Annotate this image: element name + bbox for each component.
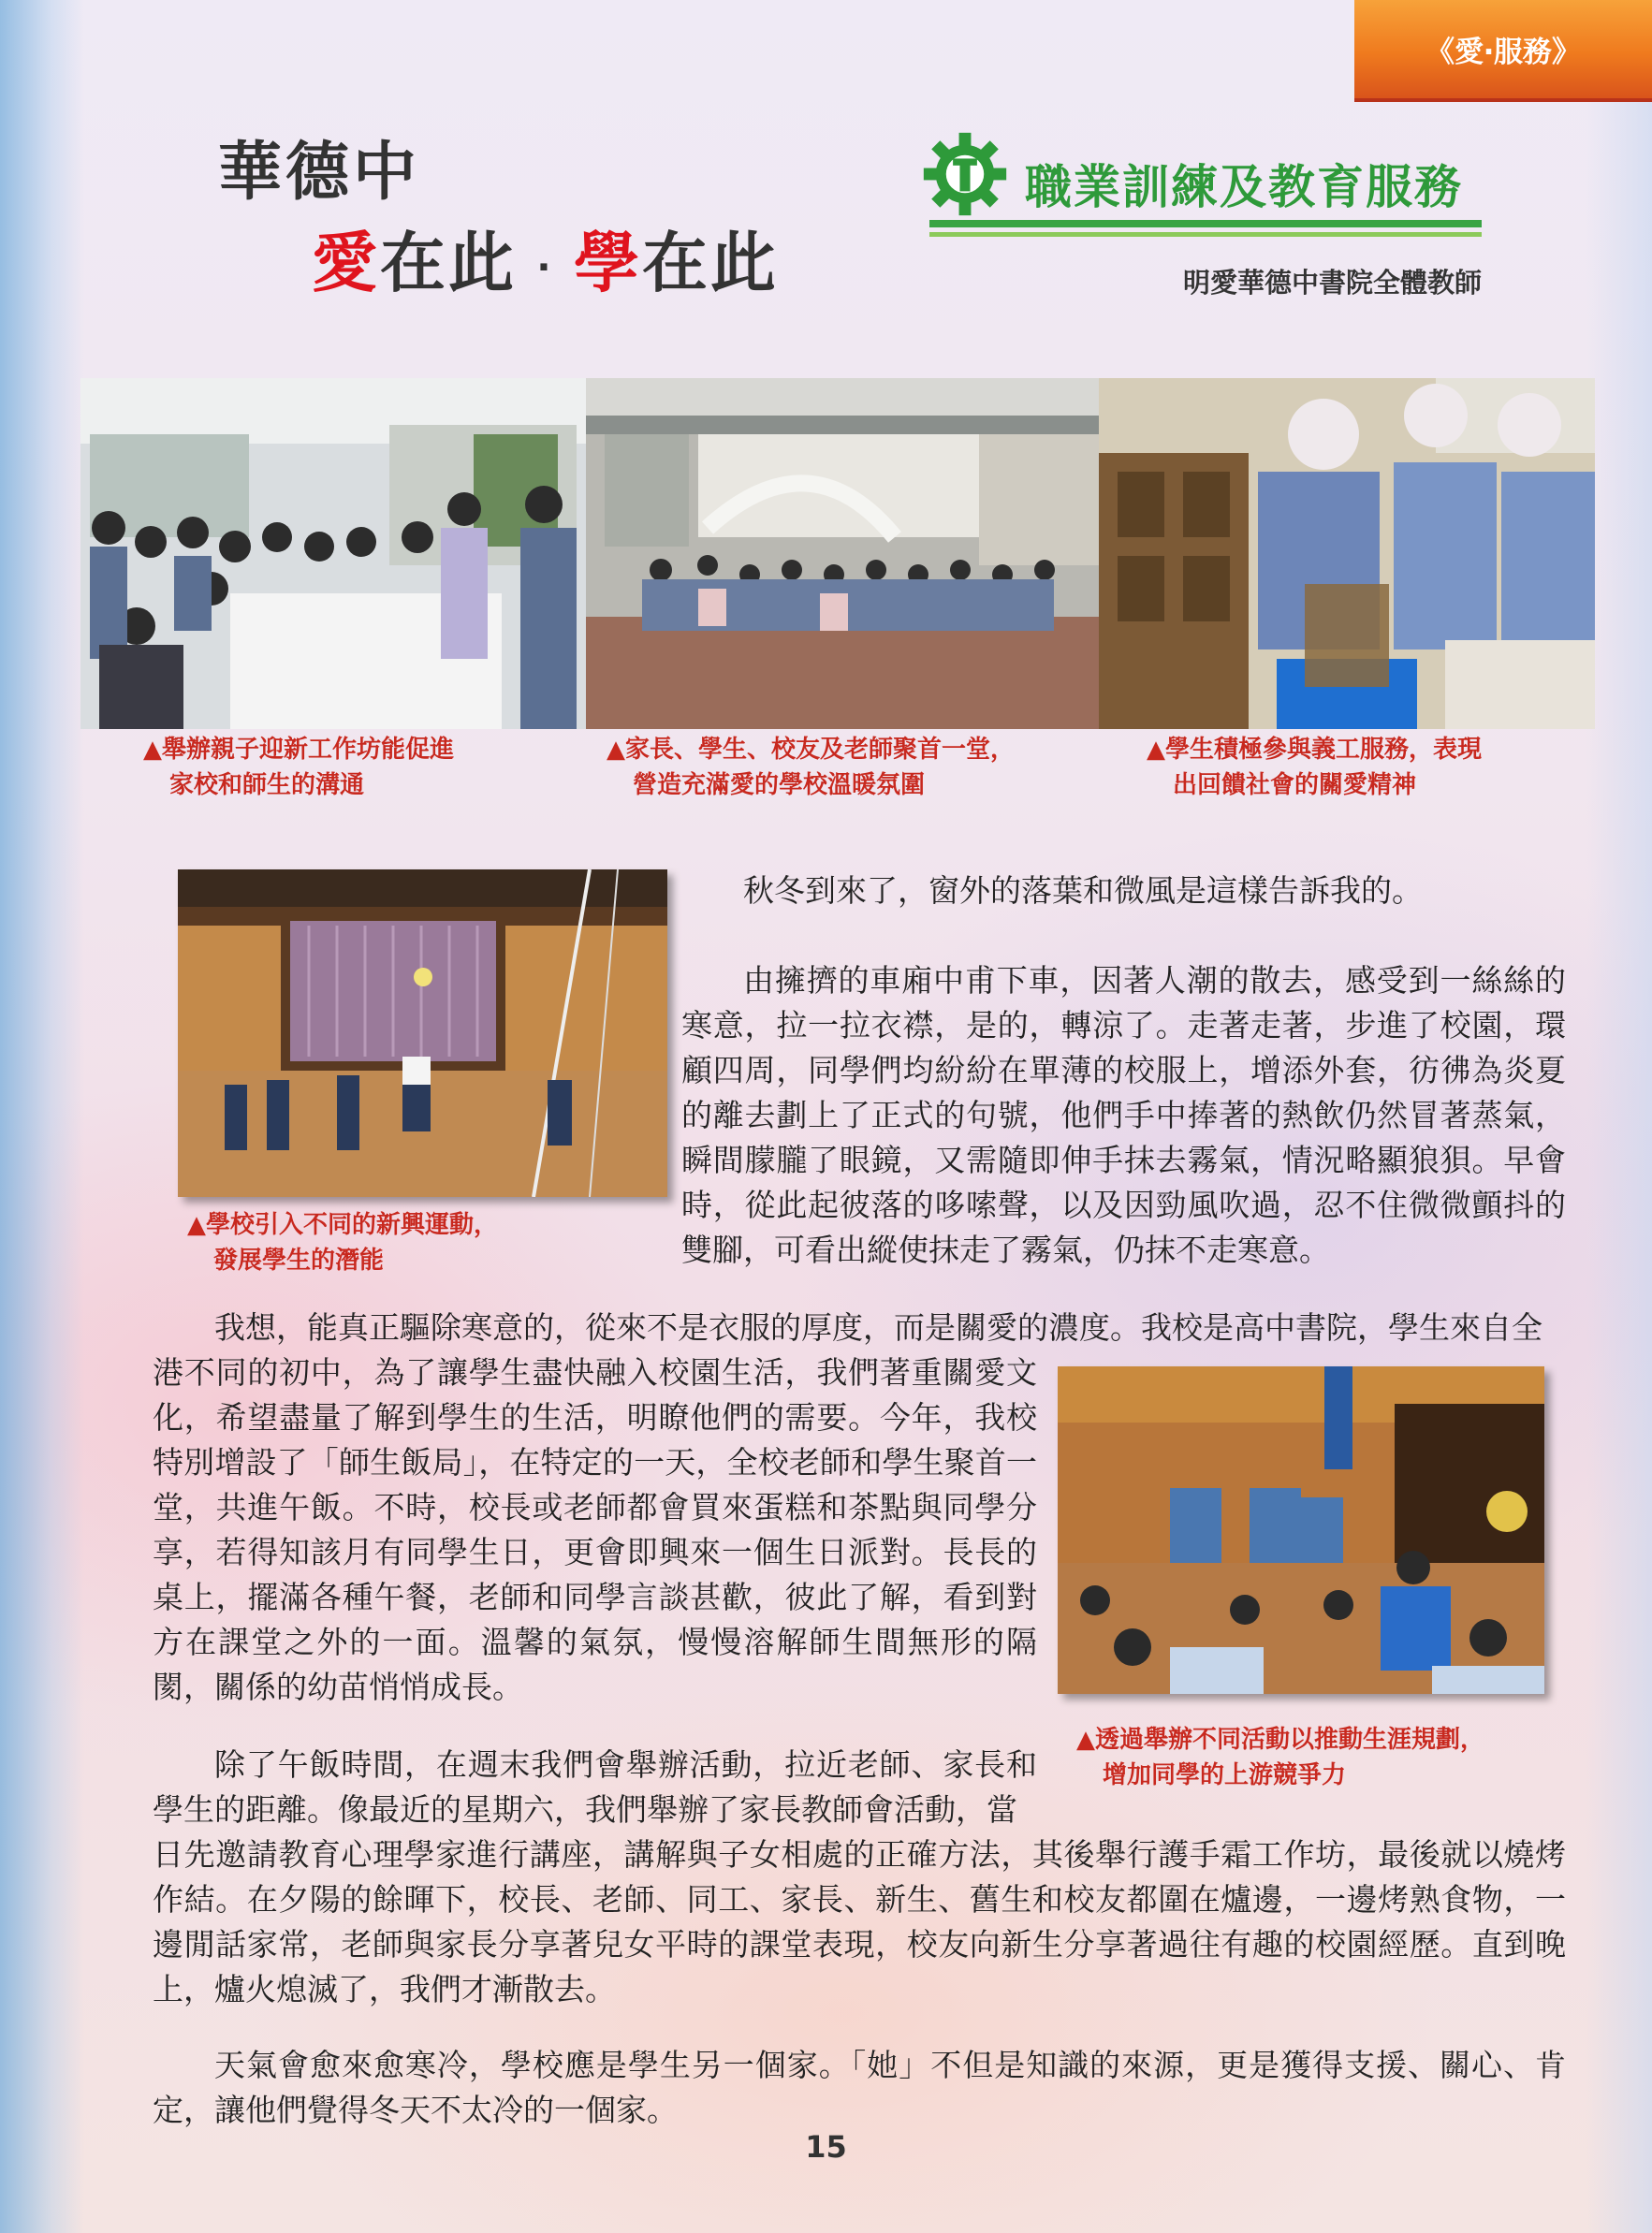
caption-photo3-line2: 出回饋社會的關愛精神	[1173, 771, 1417, 799]
caption-photo2	[607, 732, 1015, 803]
caption-photo4-line1: ▲學校引入不同的新興運動，	[187, 1211, 498, 1239]
section-title: 職業訓練及教育服務	[1025, 160, 1463, 214]
title-red-char-learn: 學	[573, 225, 642, 301]
paragraph-3-line1	[153, 1306, 1566, 1350]
photo-new-sports	[178, 869, 667, 1197]
paragraph-2: 由擁擠的車廂中甫下車，因著人潮的散去，感受到一絲絲的寒意，拉一拉衣襟，是的，轉涼了。走著走著，步進了校園，環顧四周，同學們均紛紛在單薄的校服上，增添外套，彷彿為炎夏的離去劃上了正式的句號，他們手中捧著的熱飲仍然冒著蒸氣，瞬間朦朧了眼鏡，又需隨即伸手抹去霧氣，情況略顯狼狽。早會時，從此起彼落的哆嗦聲，以及因勁風吹過，忍不住微微顫抖的雙腳，可看出縱使抹走了霧氣，仍抹不走寒意。	[681, 962, 1566, 1268]
caption-photo1-line2: 家校和師生的溝通	[169, 771, 365, 799]
page-number: 15	[805, 2129, 847, 2165]
header-tab: 《愛‧服務》	[1354, 0, 1652, 98]
photo-parent-workshop	[80, 378, 586, 729]
caption-photo5	[1076, 1722, 1484, 1793]
page-title-line2	[312, 211, 779, 305]
caption-photo1	[143, 732, 454, 803]
caption-photo4	[187, 1207, 498, 1278]
article-opening	[681, 868, 1566, 1273]
title-text-b: 在此	[641, 225, 779, 301]
caption-photo5-line1: ▲透過舉辦不同活動以推動生涯規劃，	[1076, 1726, 1484, 1754]
paragraph-5: 天氣會愈來愈寒冷，學校應是學生另一個家。「她」不但是知識的來源，更是獲得支援、關心、肯定，讓他們覺得冬天不太冷的一個家。	[153, 2047, 1566, 2128]
paragraph-4-part2: 日先邀請教育心理學家進行講座，講解與子女相處的正確方法，其後舉行護手霜工作坊，最後就以燒烤作結。在夕陽的餘暉下，校長、老師、同工、家長、新生、舊生和校友都圍在爐邊，一邊烤熟食物，一邊閒話家常，老師與家長分享著兒女平時的課堂表現，校友向新生分享著過往有趣的校園經歷。直到晚上，爐火熄滅了，我們才漸散去。	[153, 1836, 1566, 2007]
page-title-line1: 華德中	[218, 136, 421, 210]
photo-career-planning	[1058, 1366, 1544, 1694]
caption-photo5-line2: 增加同學的上游競爭力	[1103, 1761, 1347, 1789]
gear-icon	[922, 131, 1008, 217]
title-red-char-love: 愛	[312, 225, 380, 301]
caption-photo4-line2: 發展學生的潛能	[213, 1247, 385, 1275]
paragraph-3-rest: 港不同的初中，為了讓學生盡快融入校園生活，我們著重關愛文化，希望盡量了解到學生的生活，明瞭他們的需要。今年，我校特別增設了「師生飯局」，在特定的一天，全校老師和學生聚首一堂，共進午飯。不時，校長或老師都會買來蛋糕和茶點與同學分享，若得知該月有同學生日，更會即興來一個生日派對。長長的桌上，擺滿各種午餐，老師和同學言談甚歡，彼此了解，看到對方在課堂之外的一面。溫馨的氣氛，慢慢溶解師生間無形的隔閡，關係的幼苗悄悄成長。	[153, 1354, 1037, 1705]
title-dot: ‧	[537, 245, 553, 289]
caption-photo3	[1147, 732, 1482, 803]
caption-photo2-line2: 營造充滿愛的學校溫暖氛圍	[633, 771, 926, 799]
paragraph-1: 秋冬到來了，窗外的落葉和微風是這樣告訴我的。	[743, 872, 1423, 909]
caption-photo2-line1: ▲家長、學生、校友及老師聚首一堂，	[607, 736, 1015, 764]
photo-volunteer-service	[1099, 378, 1595, 729]
background-cloud-right	[1586, 0, 1652, 2233]
paragraph-3-first-line: 我想，能真正驅除寒意的，從來不是衣服的厚度，而是關愛的濃度。我校是高中書院，學生來自全	[214, 1309, 1542, 1346]
section-underline-light	[929, 232, 1482, 237]
author-line: 明愛華德中書院全體教師	[1182, 267, 1482, 299]
caption-photo3-line1: ▲學生積極參與義工服務，表現	[1147, 736, 1482, 764]
caption-photo1-line1: ▲舉辦親子迎新工作坊能促進	[143, 736, 454, 764]
photo-courtyard-gathering	[586, 378, 1099, 729]
background-cloud-left	[0, 0, 84, 2233]
paragraph-4-part1: 除了午飯時間，在週末我們會舉辦活動，拉近老師、家長和學生的距離。像最近的星期六，我們舉辦了家長教師會活動，當	[153, 1746, 1037, 1828]
title-text-a: 在此	[380, 225, 517, 301]
section-underline	[929, 220, 1482, 227]
